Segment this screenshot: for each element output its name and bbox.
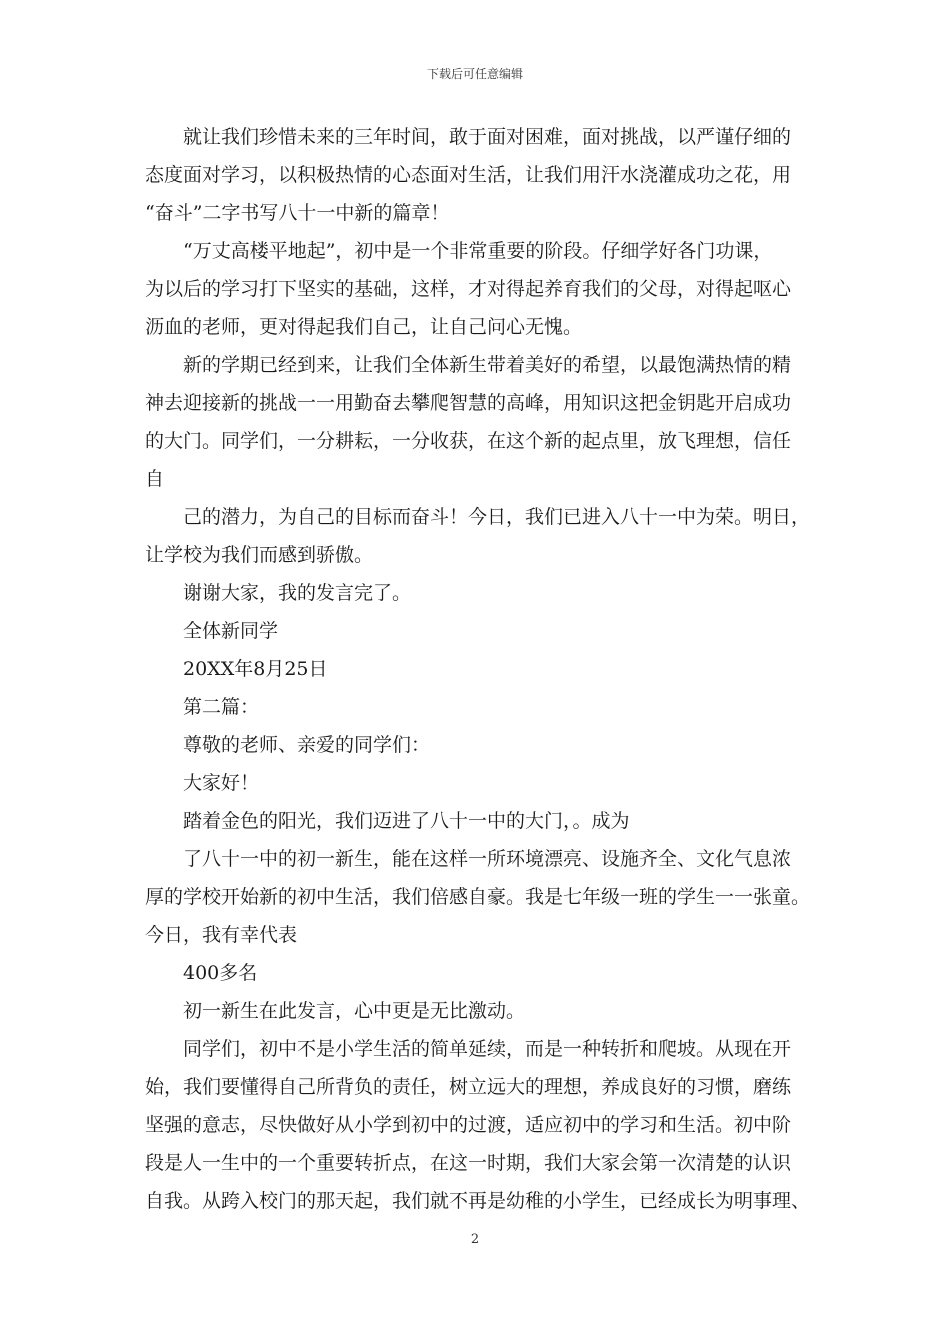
- text-line: 自: [145, 468, 165, 490]
- text-line: 让学校为我们而感到骄傲。: [145, 544, 374, 566]
- text-line: 谢谢大家，我的发言完了。: [183, 582, 412, 604]
- date-line: 20XX年8月25日: [183, 658, 328, 680]
- text-line: 了八十一中的初一新生，能在这样一所环境漂亮、设施齐全、文化气息浓: [183, 848, 792, 870]
- text-line: 坚强的意志，尽快做好从小学到初中的过渡，适应初中的学习和生活。初中阶: [145, 1114, 792, 1136]
- text-line: 就让我们珍惜未来的三年时间，敢于面对困难，面对挑战，以严谨仔细的: [183, 126, 792, 148]
- text-line: 始，我们要懂得自己所背负的责任，树立远大的理想，养成良好的习惯，磨练: [145, 1076, 792, 1098]
- text-line: “奋斗”二字书写八十一中新的篇章！: [145, 202, 450, 224]
- text-line: 己的潜力，为自己的目标而奋斗！今日，我们已进入八十一中为荣。明日，: [183, 506, 811, 528]
- greeting-line: 大家好！: [183, 772, 260, 794]
- text-line: 400多名: [183, 962, 258, 984]
- section-heading: 第二篇：: [183, 696, 260, 718]
- text-line: 今日，我有幸代表: [145, 924, 298, 946]
- text-line: 同学们，初中不是小学生活的简单延续，而是一种转折和爬坡。从现在开: [183, 1038, 792, 1060]
- text-line: 态度面对学习，以积极热情的心态面对生活，让我们用汗水浇灌成功之花，用: [145, 164, 792, 186]
- text-line: 沥血的老师，更对得起我们自己，让自己问心无愧。: [145, 316, 583, 338]
- page-number: 2: [470, 1232, 480, 1247]
- document-body: [145, 118, 825, 1220]
- text-line: 踏着金色的阳光，我们迈进了八十一中的大门，。成为: [183, 810, 630, 832]
- signature-line: 全体新同学: [183, 620, 279, 642]
- salutation-line: 尊敬的老师、亲爱的同学们：: [183, 734, 431, 756]
- text-line: 为以后的学习打下坚实的基础，这样，才对得起养育我们的父母，对得起呕心: [145, 278, 792, 300]
- text-line: 的大门。同学们，一分耕耘，一分收获，在这个新的起点里，放飞理想，信任: [145, 430, 792, 452]
- text-line: “万丈高楼平地起”，初中是一个非常重要的阶段。仔细学好各门功课，: [183, 240, 773, 262]
- text-line: 厚的学校开始新的初中生活，我们倍感自豪。我是七年级一班的学生一一张童。: [145, 886, 811, 908]
- page-header: 下载后可任意编辑: [426, 67, 523, 81]
- text-line: 自我。从跨入校门的那天起，我们就不再是幼稚的小学生，已经成长为明事理、: [145, 1190, 811, 1212]
- text-line: 初一新生在此发言，心中更是无比激动。: [183, 1000, 526, 1022]
- text-line: 神去迎接新的挑战一一用勤奋去攀爬智慧的高峰，用知识这把金钥匙开启成功: [145, 392, 792, 414]
- text-line: 段是人一生中的一个重要转折点，在这一时期，我们大家会第一次清楚的认识: [145, 1152, 792, 1174]
- text-line: 新的学期已经到来，让我们全体新生带着美好的希望，以最饱满热情的精: [183, 354, 792, 376]
